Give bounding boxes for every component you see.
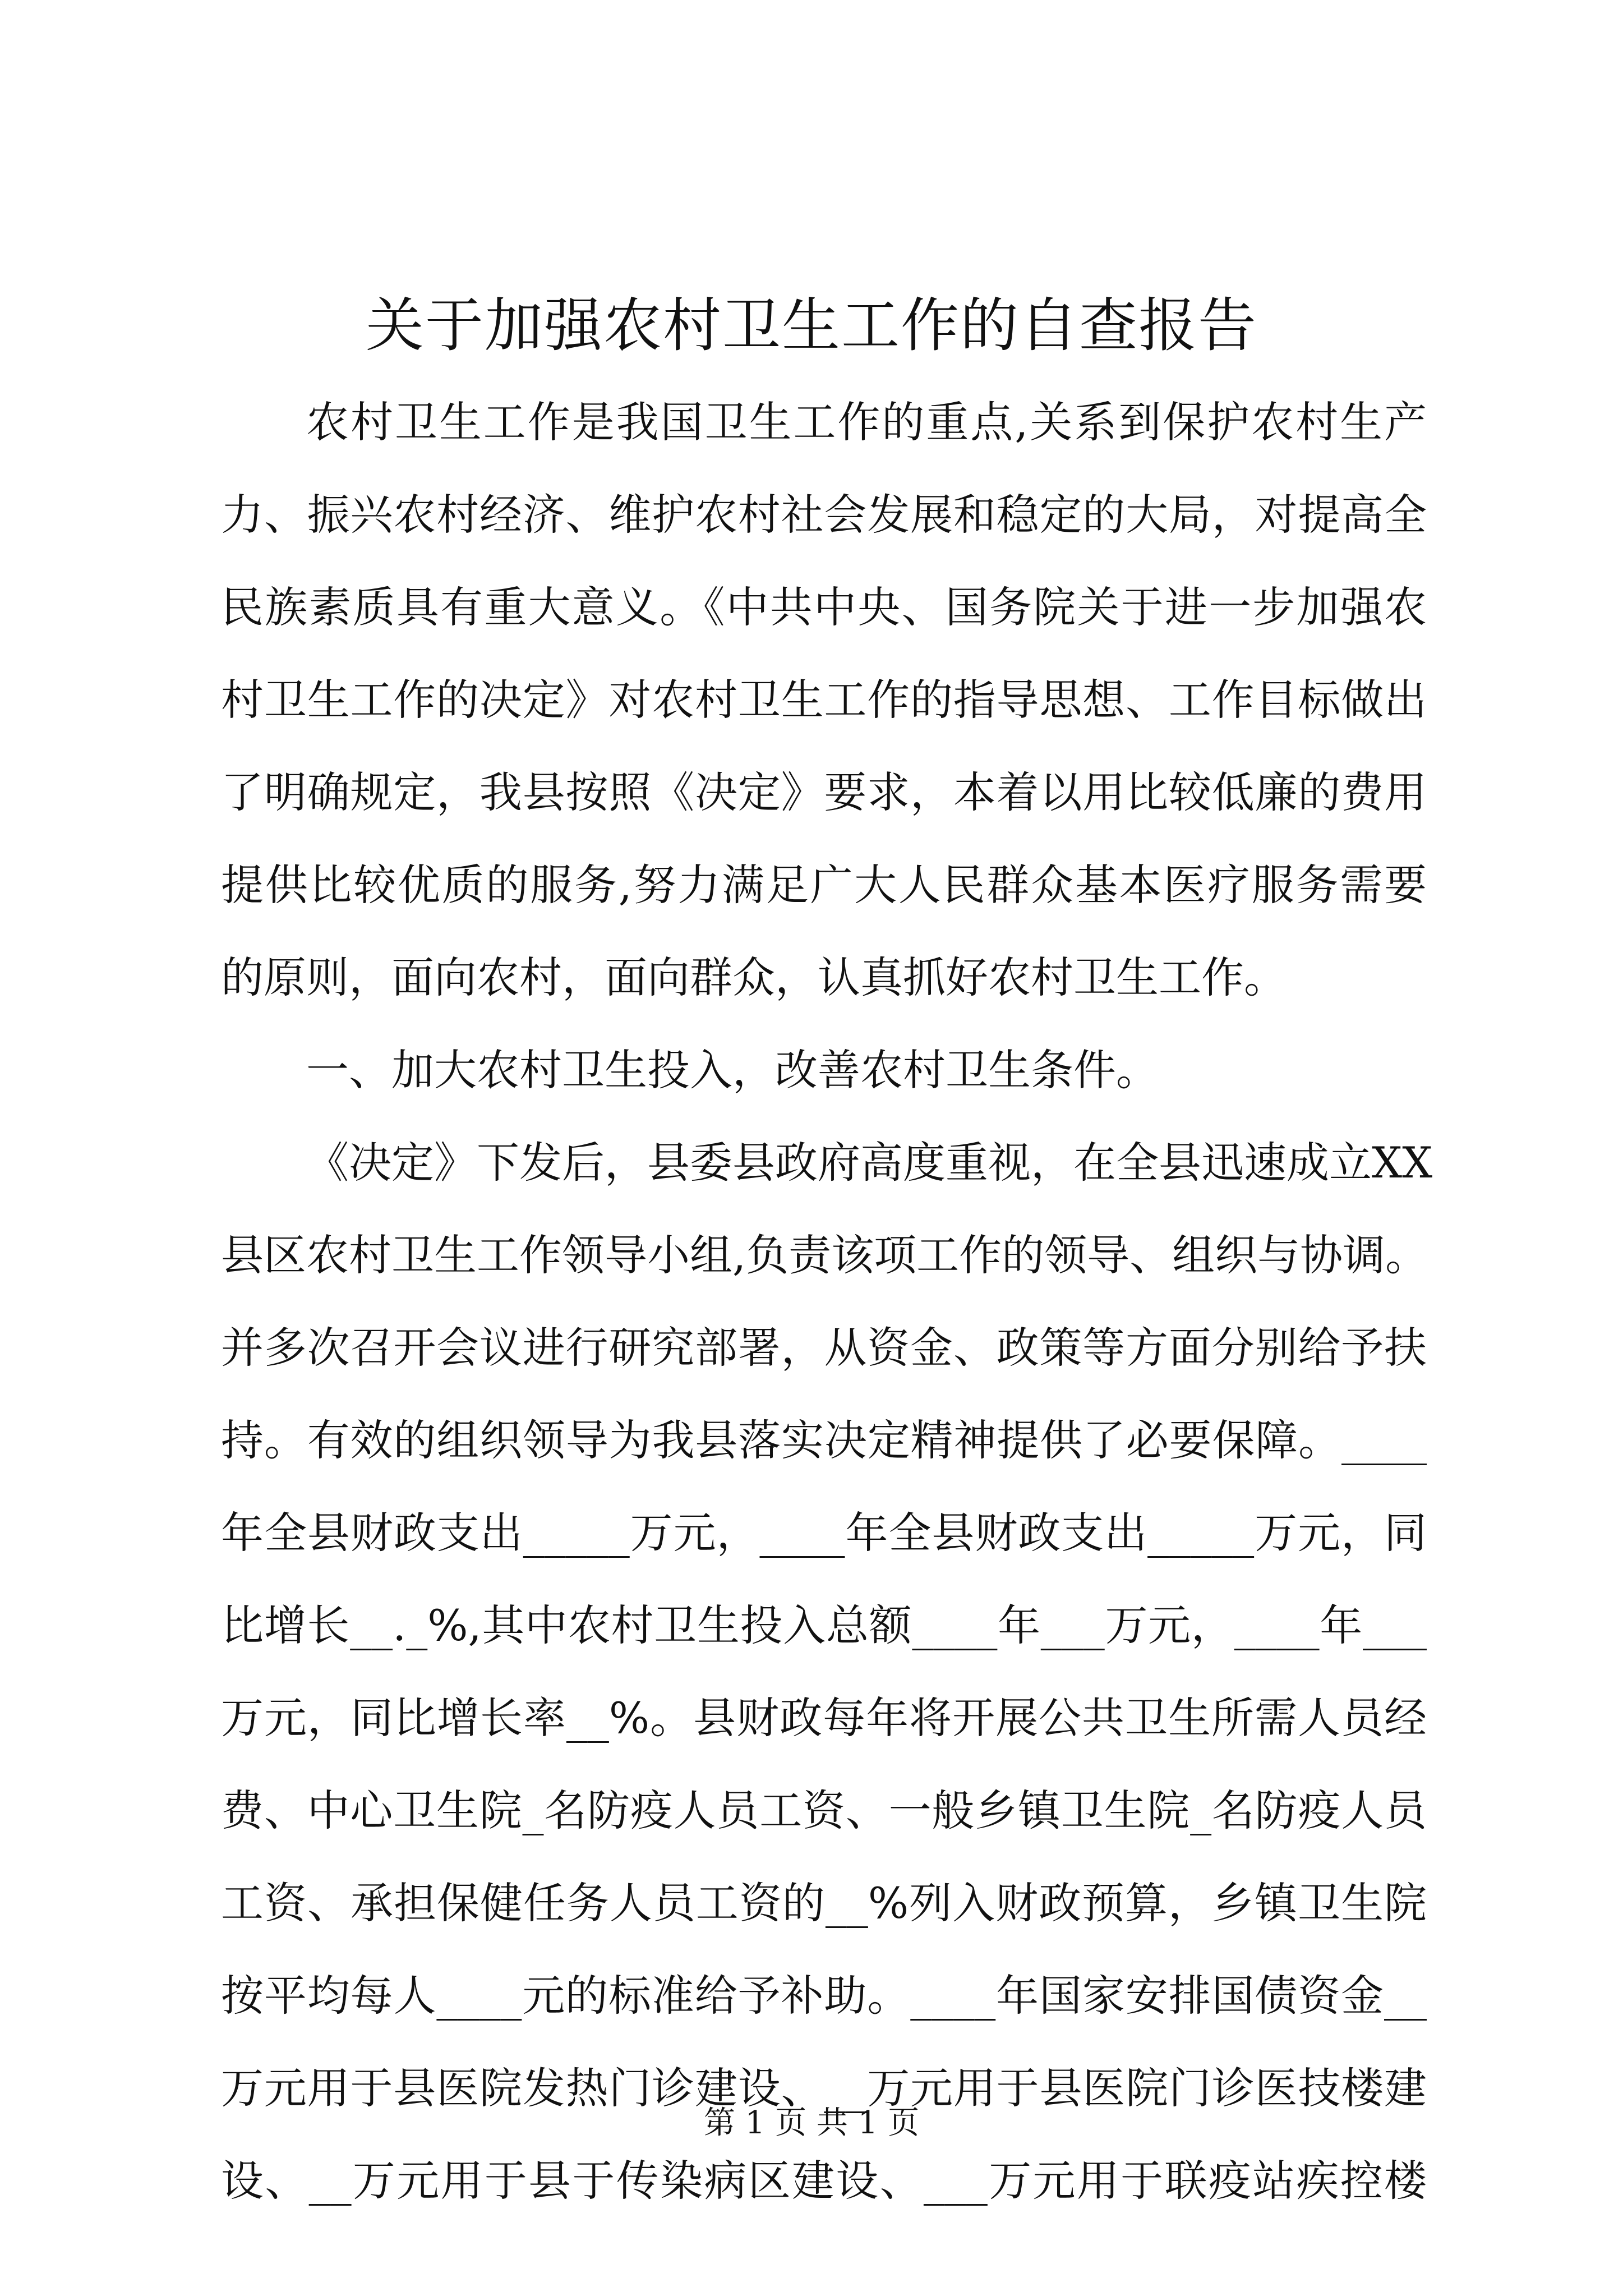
paragraph-line: 提供比较优质的服务,努力满足广大人民群众基本医疗服务需要 [221, 860, 1427, 910]
document-body [221, 376, 1433, 2227]
paragraph-line: 设、__万元用于县于传染病区建设、___万元用于联疫站疾控楼 [221, 2156, 1427, 2206]
paragraph-line: 并多次召开会议进行研究部署，从资金、政策等方面分别给予扶 [221, 1323, 1427, 1373]
paragraph-line: 费、中心卫生院_名防疫人员工资、一般乡镇卫生院_名防疫人员 [221, 1786, 1427, 1835]
paragraph-line: 村卫生工作的决定》对农村卫生工作的指导思想、工作目标做出 [221, 675, 1427, 725]
document-title: 关于加强农村卫生工作的自查报告 [365, 291, 1257, 360]
paragraph-line: 持。有效的组织领导为我县落实决定精神提供了必要保障。____ [221, 1415, 1427, 1465]
paragraph-line: 万元用于县医院发热门诊建设、__万元用于县医院门诊医技楼建 [221, 2063, 1427, 2113]
section-heading: 一、加大农村卫生投入，改善农村卫生条件。 [306, 1045, 1159, 1095]
paragraph-line: 《决定》下发后，县委县政府高度重视，在全县迅速成立XX [306, 1138, 1433, 1188]
paragraph-line: 民族素质具有重大意义。《中共中央、国务院关于进一步加强农 [221, 582, 1427, 632]
paragraph-line: 工资、承担保健任务人员工资的__%列入财政预算，乡镇卫生院 [221, 1878, 1427, 1928]
paragraph-line: 了明确规定，我县按照《决定》要求，本着以用比较低廉的费用 [221, 767, 1427, 817]
paragraph-line: 比增长__._%,其中农村卫生投入总额____年___万元，____年___ [221, 1600, 1427, 1650]
paragraph-line: 年全县财政支出_____万元，____年全县财政支出_____万元，同 [221, 1508, 1427, 1558]
paragraph-line: 的原则，面向农村，面向群众，认真抓好农村卫生工作。 [221, 953, 1287, 1002]
paragraph-line: 县区农村卫生工作领导小组,负责该项工作的领导、组织与协调。 [221, 1230, 1428, 1280]
paragraph-line: 力、振兴农村经济、维护农村社会发展和稳定的大局，对提高全 [221, 490, 1427, 540]
paragraph-line: 农村卫生工作是我国卫生工作的重点,关系到保护农村生产 [306, 397, 1427, 447]
paragraph-line: 万元，同比增长率__%。县财政每年将开展公共卫生所需人员经 [221, 1693, 1427, 1743]
page-footer: 第 1 页 共 1 页 [703, 2105, 920, 2141]
paragraph-line: 按平均每人____元的标准给予补助。____年国家安排国债资金__ [221, 1971, 1427, 2021]
